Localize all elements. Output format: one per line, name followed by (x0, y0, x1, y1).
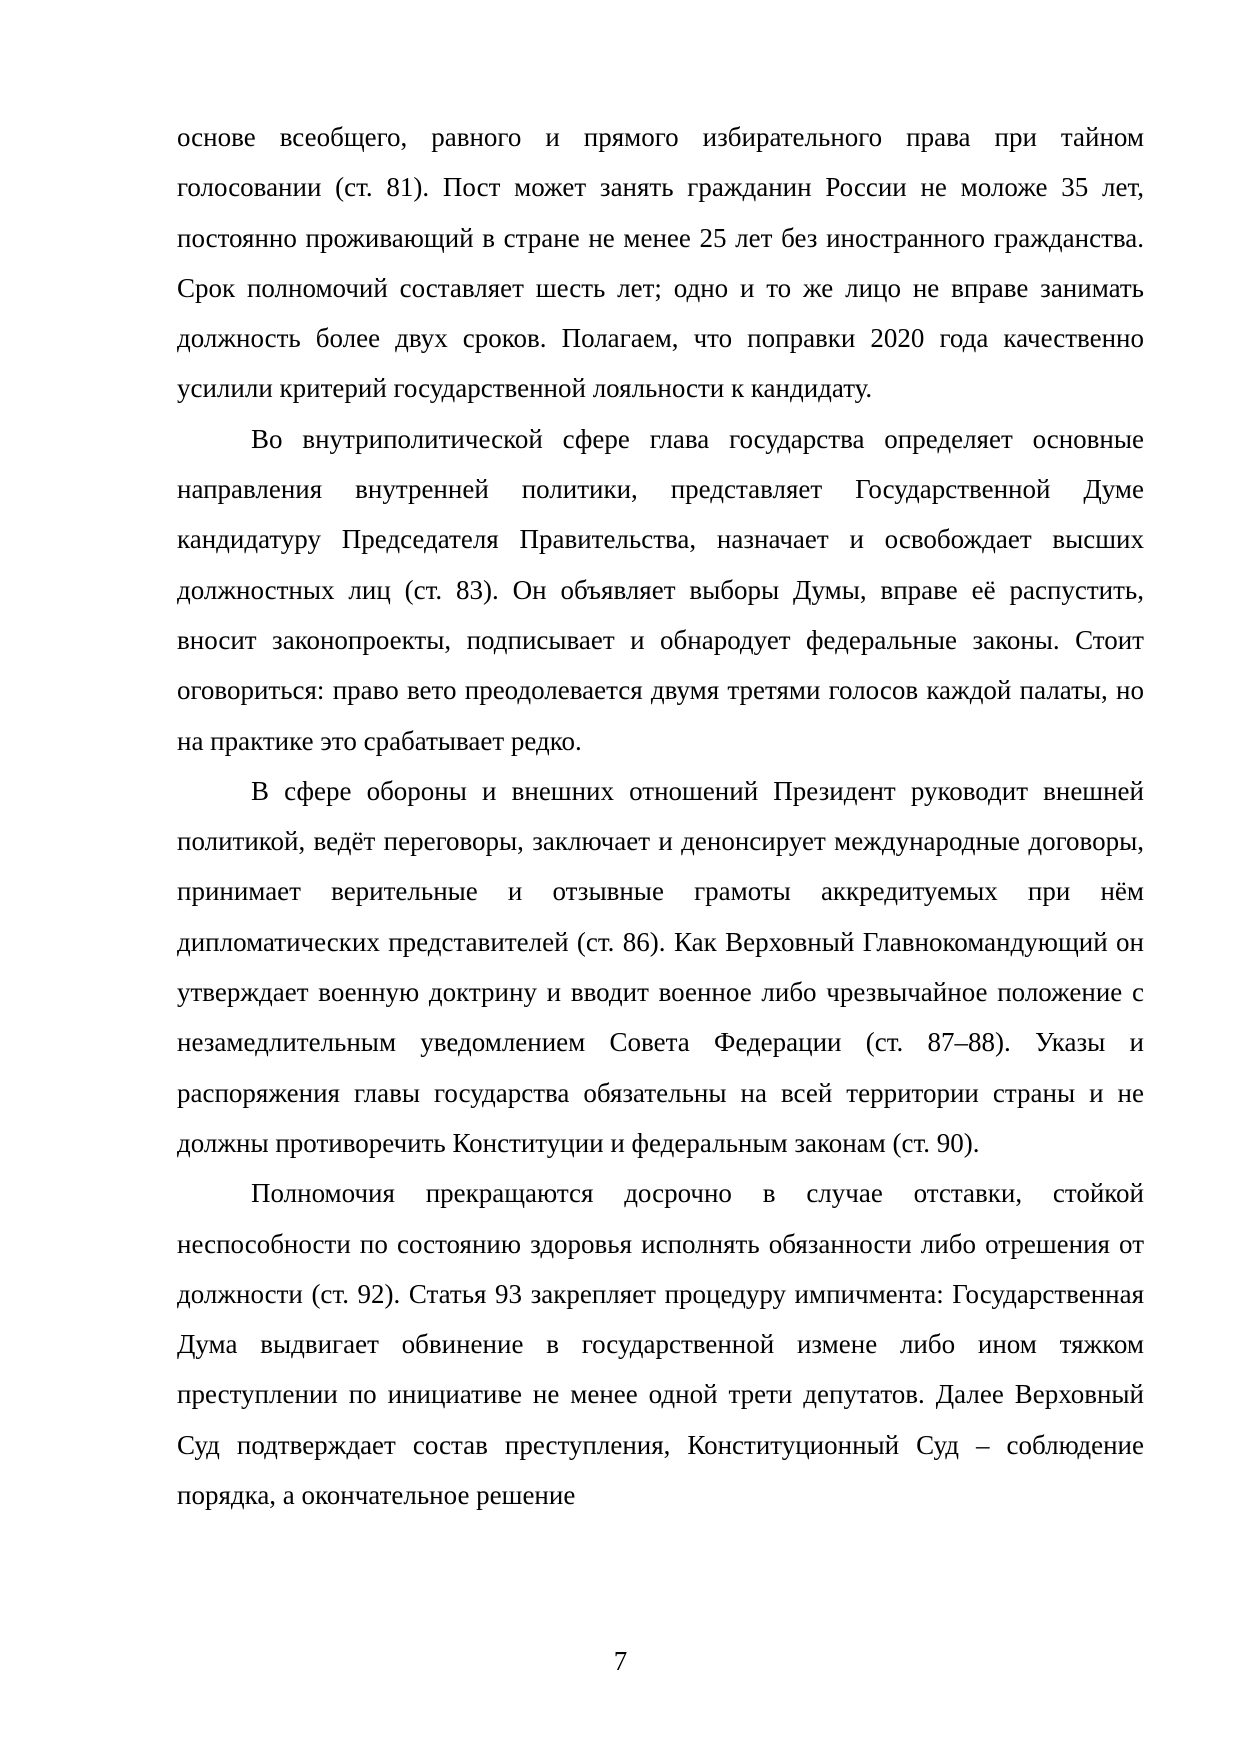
page-number: 7 (613, 1646, 628, 1676)
paragraph-domestic-policy: Во внутриполитической сфере глава государства определяет основные направления внутренней политики, представляет Государственной Думе кандидатуру Председателя Правительства, назначает и освобождает высших должностных лиц (ст. 83). Он объявляет выборы Думы, вправе её распустить, вносит законопроекты, подписывает и обнародует федеральные законы. Стоит оговориться: право вето преодолевается двумя третями голосов каждой палаты, но на практике это срабатывает редко. (177, 423, 1144, 756)
document-body (177, 112, 1144, 1520)
paragraph-defense-foreign-relations: В сфере обороны и внешних отношений Президент руководит внешней политикой, ведёт переговоры, заключает и денонсирует международные договоры, принимает верительные и отзывные грамоты аккредитуемых при нём дипломатических представителей (ст. 86). Как Верховный Главнокомандующий он утверждает военную доктрину и вводит военное либо чрезвычайное положение с незамедлительным уведомлением Совета Федерации (ст. 87–88). Указы и распоряжения главы государства обязательны на всей территории страны и не должны противоречить Конституции и федеральным законам (ст. 90). (177, 775, 1144, 1158)
paragraph-early-termination: Полномочия прекращаются досрочно в случае отставки, стойкой неспособности по состоянию здоровья исполнять обязанности либо отрешения от должности (ст. 92). Статья 93 закрепляет процедуру импичмента: Государственная Дума выдвигает обвинение в государственной измене либо ином тяжком преступлении по инициативе не менее одной трети депутатов. Далее Верховный Суд подтверждает состав преступления, Конституционный Суд – соблюдение порядка, а окончательное решение (177, 1178, 1144, 1511)
paragraph-continuation: основе всеобщего, равного и прямого избирательного права при тайном голосовании (ст. 81). Пост может занять гражданин России не моложе 35 лет, постоянно проживающий в стране не менее 25 лет без иностранного гражданства. Срок полномочий составляет шесть лет; одно и то же лицо не вправе занимать должность более двух сроков. Полагаем, что поправки 2020 года качественно усилили критерий государственной лояльности к кандидату. (177, 122, 1144, 404)
